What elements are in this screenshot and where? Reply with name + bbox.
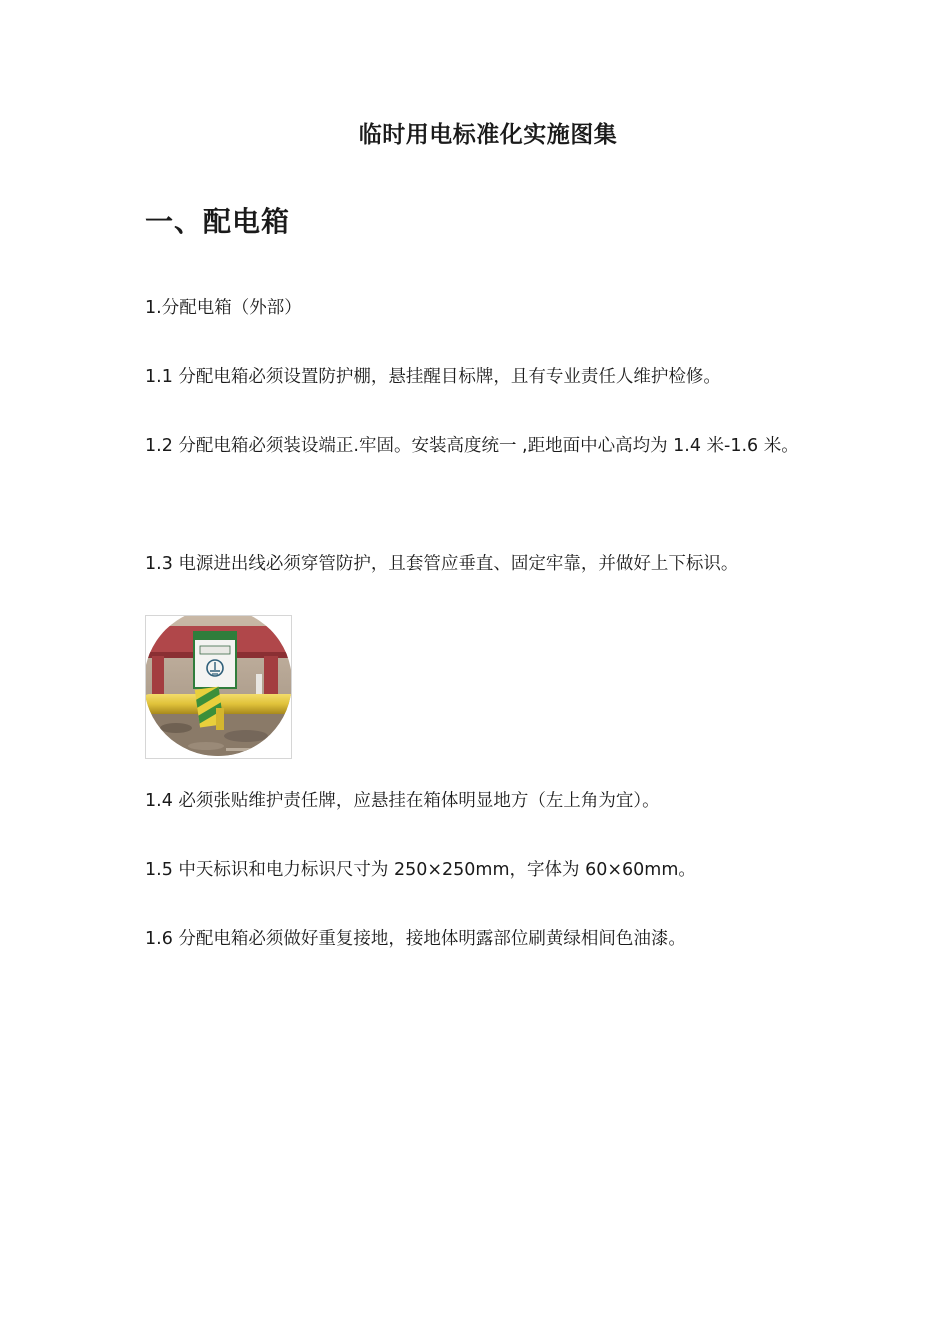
item-1-4: 1.4 必须张贴维护责任牌，应悬挂在箱体明显地方（左上角为宜）。	[145, 791, 660, 811]
item-1-2: 1.2 分配电箱必须装设端正.牢固。安装高度统一 ,距地面中心高均为 1.4 米-1.6 米。	[145, 436, 799, 456]
subsection-title: 1.分配电箱（外部）	[145, 298, 302, 318]
item-1-5: 1.5 中天标识和电力标识尺寸为 250×250mm，字体为 60×60mm。	[145, 860, 696, 880]
item-1-3: 1.3 电源进出线必须穿管防护，且套管应垂直、固定牢靠，并做好上下标识。	[145, 554, 739, 574]
grounding-photo	[145, 615, 292, 759]
item-1-1: 1.1 分配电箱必须设置防护棚，悬挂醒目标牌，且有专业责任人维护检修。	[145, 367, 721, 387]
item-1-6: 1.6 分配电箱必须做好重复接地，接地体明露部位刷黄绿相间色油漆。	[145, 929, 686, 949]
section-heading: 一、配电箱	[145, 205, 291, 238]
document-title: 临时用电标准化实施图集	[358, 122, 618, 148]
